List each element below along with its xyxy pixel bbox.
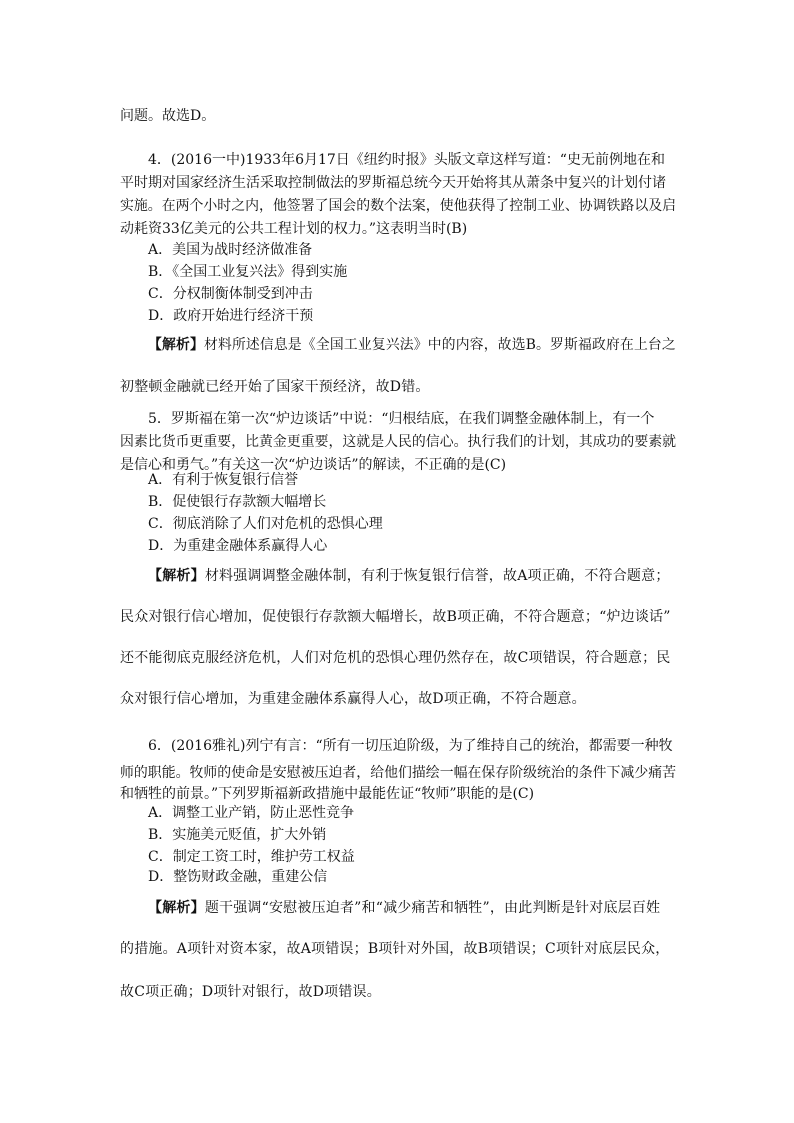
- q6-option-d: D．整饬财政金融，重建公信: [148, 869, 328, 885]
- q5-explanation-text: 材料强调调整金融体制，有利于恢复银行信誉，故A项正确，不符合题意；: [204, 568, 670, 584]
- prev-answer-tail: 问题。故选D。: [120, 108, 216, 124]
- q6-option-c: C．制定工资工时，维护劳工权益: [148, 849, 355, 865]
- q5-stem-line-1: 5．罗斯福在第一次“炉边谈话”中说：“归根结底，在我们调整金融体制上，有一个: [148, 411, 655, 427]
- q6-option-b: B．实施美元贬值，扩大外销: [148, 827, 327, 843]
- q6-explanation-line-3: 故C项正确；D项针对银行，故D项错误。: [120, 984, 381, 1000]
- q6-stem-line-1: 6．(2016雅礼)列宁有言：“所有一切压迫阶级，为了维持自己的统治，都需要一种牧: [148, 738, 673, 754]
- q4-explanation-line-1: [148, 335, 676, 355]
- q6-explanation-text: 题干强调“安慰被压迫者”和“减少痛苦和牺牲”，由此判断是针对底层百姓: [204, 900, 661, 916]
- explanation-tag: 【解析】: [148, 900, 205, 916]
- q4-explanation-text: 材料所述信息是《全国工业复兴法》中的内容，故选B。罗斯福政府在上台之: [203, 337, 676, 353]
- q4-explanation-line-2: 初整顿金融就已经开始了国家干预经济，故D错。: [120, 379, 430, 395]
- q5-explanation-line-3: 还不能彻底克服经济危机，人们对危机的恐惧心理仍然存在，故C项错误，符合题意；民: [120, 650, 671, 666]
- q5-stem-line-3: 是信心和勇气。”有关这一次“炉边谈话”的解读，不正确的是(C): [120, 457, 507, 473]
- q6-stem-line-3: 和牺牲的前景。”下列罗斯福新政措施中最能佐证“牧师”职能的是(C): [120, 786, 535, 802]
- q5-option-b: B．促使银行存款额大幅增长: [148, 494, 327, 510]
- q6-stem-line-2: 师的职能。牧师的使命是安慰被压迫者，给他们描绘一幅在保存阶级统治的条件下减少痛苦: [120, 765, 677, 781]
- q4-stem-line-1: 4．(2016一中)1933年6月17日《纽约时报》头版文章这样写道：“史无前例地在和: [148, 152, 665, 168]
- explanation-tag: 【解析】: [148, 568, 205, 584]
- q5-option-d: D．为重建金融体系赢得人心: [148, 538, 328, 554]
- explanation-tag: 【解析】: [148, 337, 204, 353]
- q5-option-a: A．有利于恢复银行信誉: [148, 472, 299, 488]
- q6-explanation-line-1: [148, 898, 660, 918]
- q4-option-a: A．美国为战时经济做准备: [148, 242, 313, 258]
- q5-explanation-line-4: 众对银行信心增加，为重建金融体系赢得人心，故D项正确，不符合题意。: [120, 691, 586, 707]
- q6-explanation-line-2: 的措施。A项针对资本家，故A项错误；B项针对外国，故B项错误；C项针对底层民众，: [120, 941, 670, 957]
- q5-option-c: C．彻底消除了人们对危机的恐惧心理: [148, 516, 383, 532]
- q5-explanation-line-1: [148, 566, 670, 586]
- q6-option-a: A．调整工业产销，防止恶性竞争: [148, 805, 355, 821]
- q5-stem-line-2: 因素比货币更重要，比黄金更重要，这就是人民的信心。执行我们的计划，其成功的要素就: [120, 434, 677, 450]
- q5-explanation-line-2: 民众对银行信心增加，促使银行存款额大幅增长，故B项正确，不符合题意；“炉边谈话”: [120, 609, 671, 625]
- q4-stem-line-2: 平时期对国家经济生活采取控制做法的罗斯福总统今天开始将其从萧条中复兴的计划付诸: [120, 175, 666, 191]
- q4-stem-line-3: 实施。在两个小时之内，他签署了国会的数个法案，使他获得了控制工业、协调铁路以及启: [120, 198, 677, 214]
- q4-stem-line-4: 动耗资33亿美元的公共工程计划的权力。”这表明当时(B): [120, 221, 468, 237]
- q4-option-b: B．《全国工业复兴法》得到实施: [148, 264, 348, 280]
- q4-option-d: D．政府开始进行经济干预: [148, 308, 314, 324]
- q4-option-c: C．分权制衡体制受到冲击: [148, 286, 313, 302]
